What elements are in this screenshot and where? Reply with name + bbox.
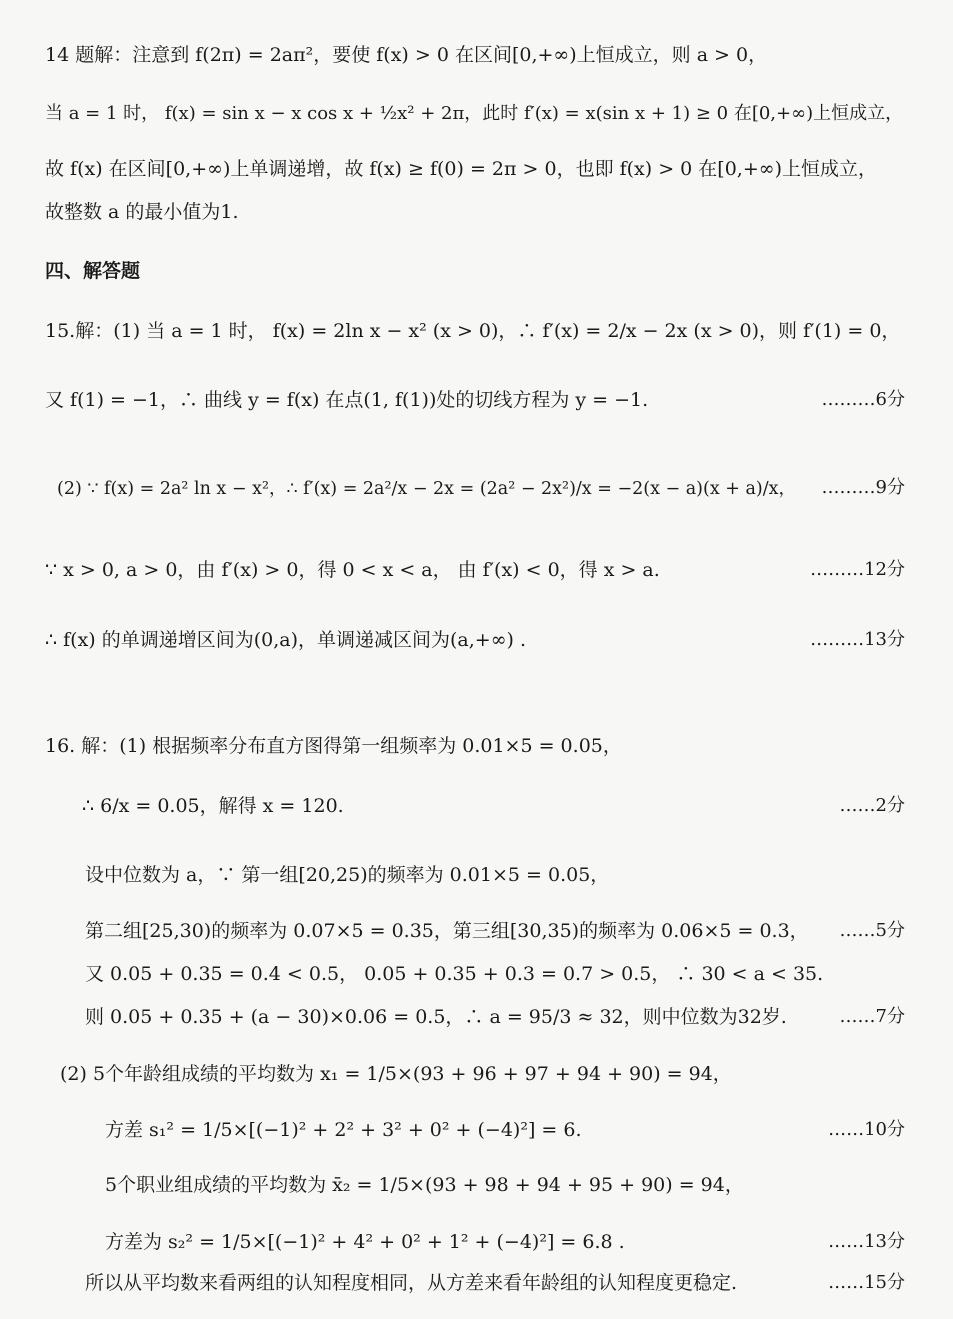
solution-line (45, 100, 905, 127)
line-text: 第二组[25,30)的频率为 0.07×5 = 0.35，第三组[30,35)的频率为 0.06×5 = 0.3， (85, 920, 809, 942)
score-mark: ………9分 (821, 477, 905, 498)
solution-line (60, 1061, 905, 1087)
line-text: (2) ∵ f(x) = 2a² ln x − x²，∴ f′(x) = 2a²/x − 2x = (2a² − 2x²)/x = −2(x − a)(x + a)/x， (57, 479, 796, 499)
solution-line (105, 1229, 905, 1255)
score-mark: ……13分 (828, 1231, 905, 1252)
solution-line (105, 1172, 905, 1198)
solution-line (45, 42, 905, 68)
solution-line (45, 387, 905, 413)
solution-line (85, 961, 905, 987)
line-text: 又 0.05 + 0.35 = 0.4 < 0.5， 0.05 + 0.35 + 0.3 = 0.7 > 0.5， ∴ 30 < a < 35. (85, 963, 824, 985)
line-text: 14 题解：注意到 f(2π) = 2aπ²，要使 f(x) > 0 在区间[0,+∞)上恒成立，则 a > 0， (45, 44, 768, 66)
solution-line (45, 318, 905, 344)
score-mark: ………6分 (821, 389, 905, 410)
line-text: 则 0.05 + 0.35 + (a − 30)×0.06 = 0.5，∴ a = 95/3 ≈ 32，则中位数为32岁. (85, 1006, 787, 1028)
solution-line (45, 733, 905, 759)
solution-line (45, 156, 905, 182)
score-mark: ……7分 (839, 1006, 905, 1027)
line-text: (2) 5个年龄组成绩的平均数为 x₁ = 1/5×(93 + 96 + 97 + 94 + 90) = 94， (60, 1063, 732, 1085)
solution-line (85, 1004, 905, 1030)
score-mark: ……10分 (828, 1119, 905, 1140)
line-text: 15.解：(1) 当 a = 1 时， f(x) = 2ln x − x² (x > 0)，∴ f′(x) = 2/x − 2x (x > 0)，则 f′(1) = 0， (45, 320, 901, 342)
score-mark: ………13分 (810, 629, 905, 650)
line-text: 当 a = 1 时， f(x) = sin x − x cos x + ½x² + 2π，此时 f′(x) = x(sin x + 1) ≥ 0 在[0,+∞)上恒成立， (45, 103, 904, 124)
score-mark: ……2分 (839, 795, 905, 816)
solution-line (82, 793, 905, 819)
line-text: 故 f(x) 在区间[0,+∞)上单调递增，故 f(x) ≥ f(0) = 2π > 0，也即 f(x) > 0 在[0,+∞)上恒成立， (45, 158, 878, 180)
line-text: ∴ 6/x = 0.05，解得 x = 120. (82, 795, 344, 817)
score-mark: ……15分 (828, 1272, 905, 1293)
line-text: 方差为 s₂² = 1/5×[(−1)² + 4² + 0² + 1² + (−4)²] = 6.8 . (105, 1231, 625, 1253)
section-heading (45, 258, 905, 284)
line-text: 又 f(1) = −1，∴ 曲线 y = f(x) 在点(1, f(1))处的切线方程为 y = −1. (45, 389, 649, 411)
solution-line (45, 557, 905, 583)
score-mark: ………12分 (810, 559, 905, 580)
solution-line (45, 199, 905, 225)
line-text: 16. 解：(1) 根据频率分布直方图得第一组频率为 0.01×5 = 0.05， (45, 735, 622, 757)
solution-line (57, 475, 905, 502)
solution-line (85, 862, 905, 888)
solution-line (85, 918, 905, 944)
line-text: 5个职业组成绩的平均数为 x̄₂ = 1/5×(93 + 98 + 94 + 95 + 90) = 94， (105, 1174, 744, 1196)
line-text: 方差 s₁² = 1/5×[(−1)² + 2² + 3² + 0² + (−4)²] = 6. (105, 1119, 582, 1141)
score-mark: ……5分 (839, 920, 905, 941)
heading-text: 四、解答题 (45, 260, 141, 282)
solution-line (45, 627, 905, 653)
solution-line (105, 1117, 905, 1143)
line-text: ∵ x > 0, a > 0，由 f′(x) > 0，得 0 < x < a， 由 f′(x) < 0，得 x > a. (45, 559, 660, 581)
solution-line (85, 1270, 905, 1296)
line-text: 故整数 a 的最小值为1. (45, 201, 239, 223)
line-text: ∴ f(x) 的单调递增区间为(0,a)，单调递减区间为(a,+∞) . (45, 629, 527, 651)
line-text: 设中位数为 a，∵ 第一组[20,25)的频率为 0.01×5 = 0.05， (85, 864, 610, 886)
line-text: 所以从平均数来看两组的认知程度相同，从方差来看年龄组的认知程度更稳定. (85, 1272, 738, 1294)
